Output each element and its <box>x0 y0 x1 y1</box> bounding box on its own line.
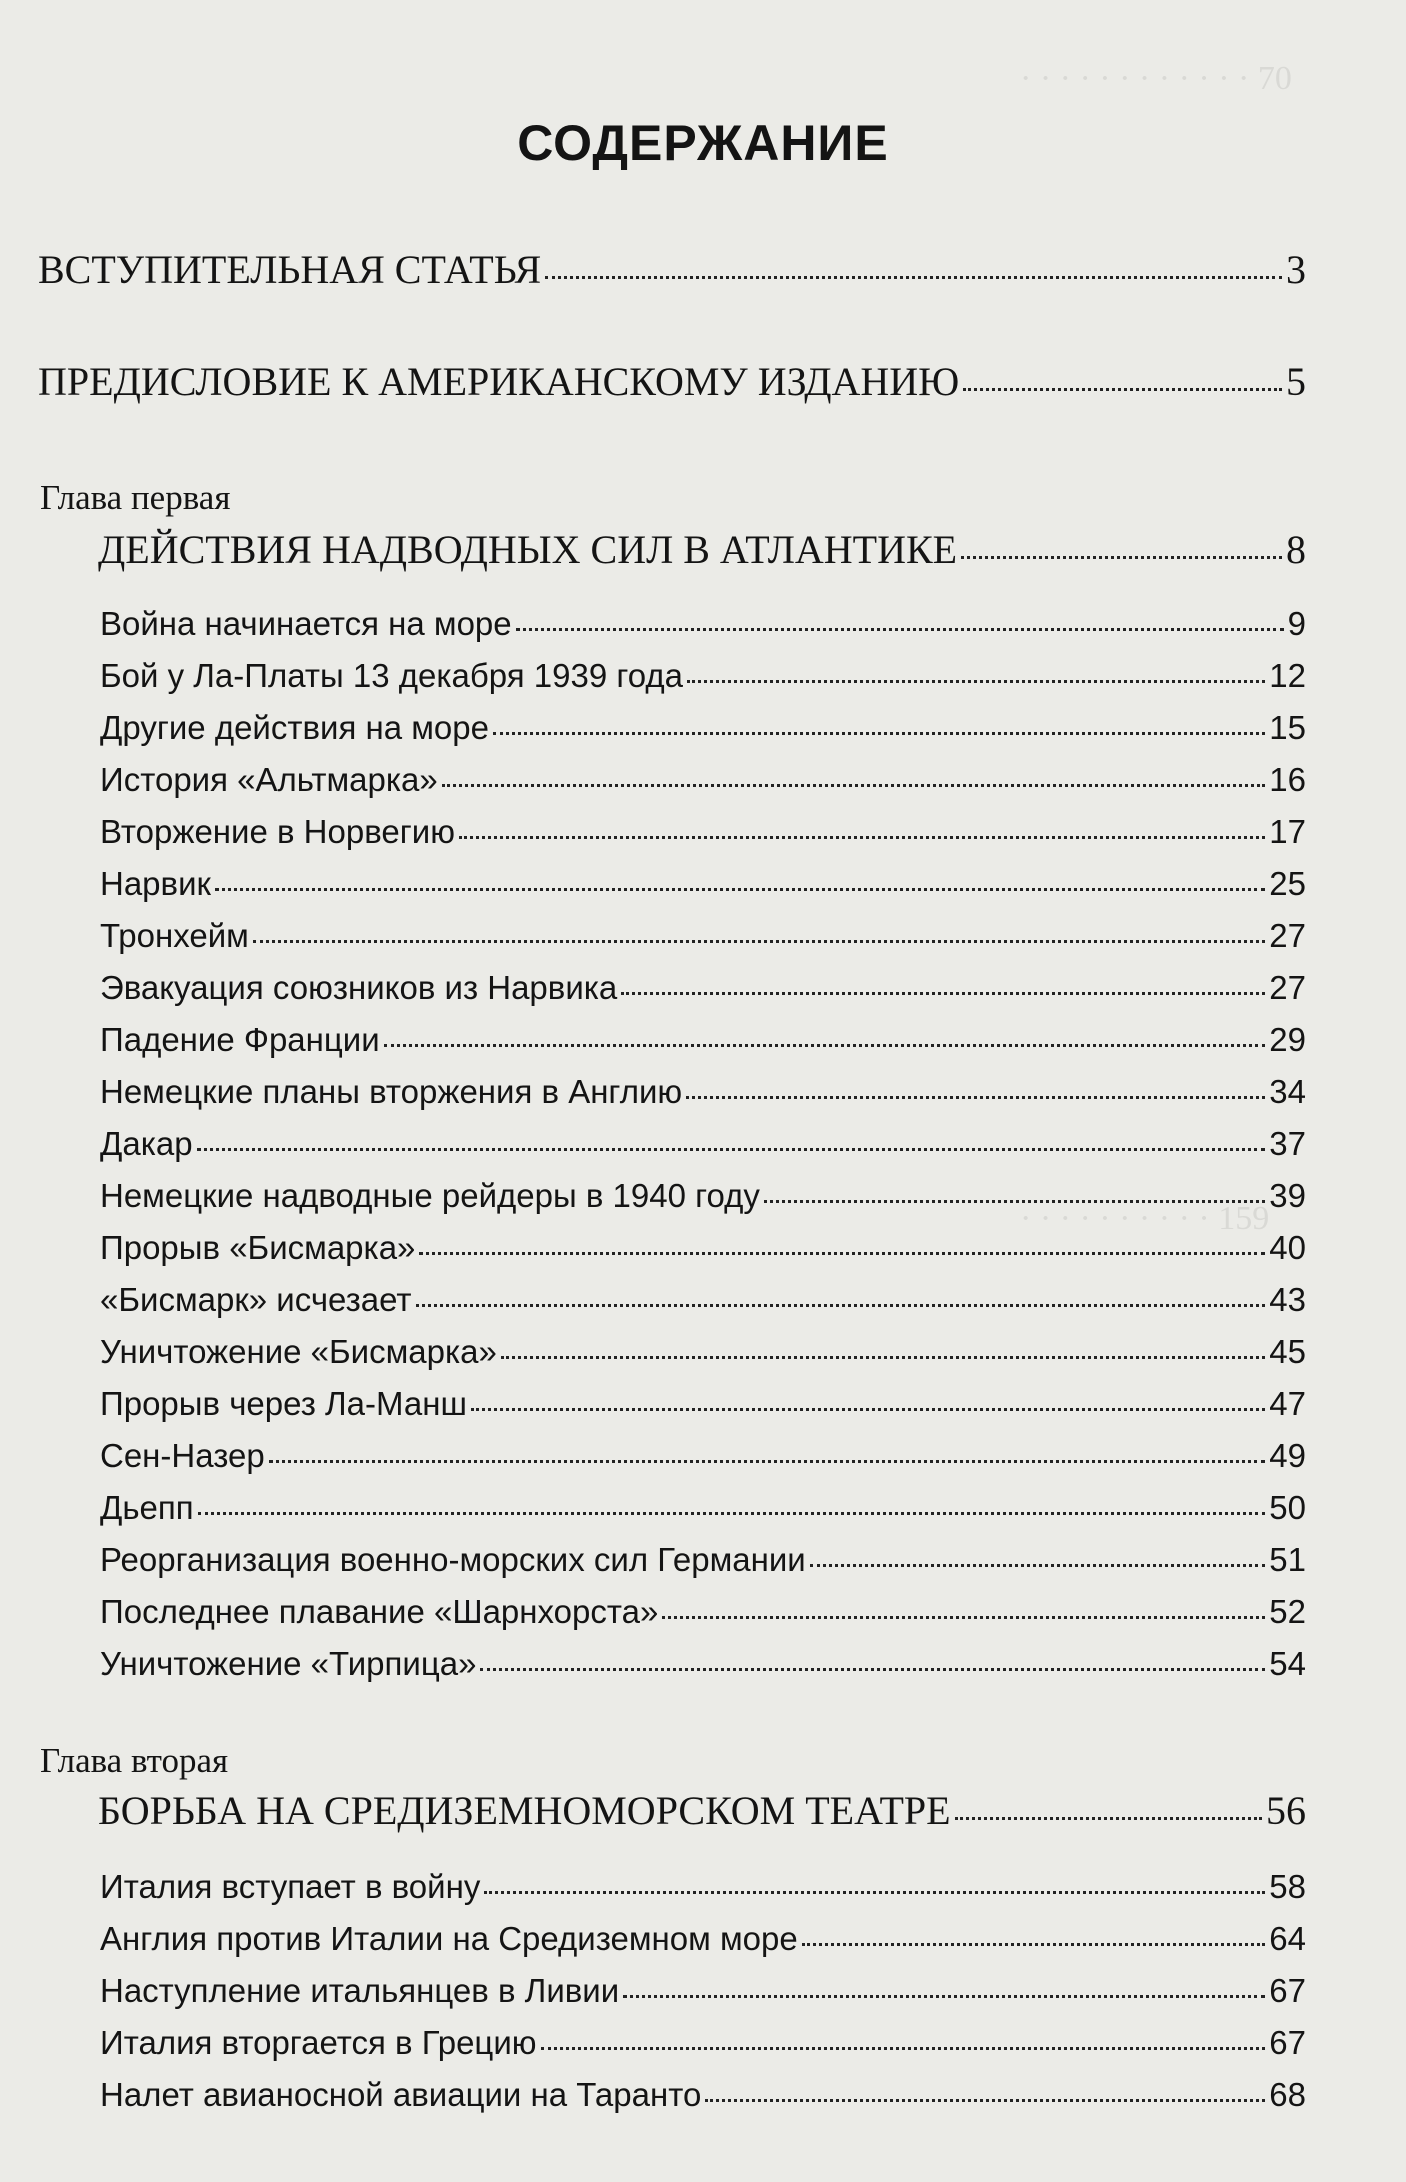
toc-section <box>100 2076 1306 2114</box>
dot-leader <box>764 1200 1265 1203</box>
toc-section-page: 27 <box>1269 969 1306 1006</box>
toc-section-page: 50 <box>1269 1489 1306 1526</box>
toc-section-title: Реорганизация военно-морских сил Германии <box>100 1541 806 1578</box>
toc-section-title: Немецкие надводные рейдеры в 1940 году <box>100 1177 760 1214</box>
dot-leader <box>416 1304 1266 1307</box>
toc-section-title: Италия вторгается в Грецию <box>100 2024 537 2061</box>
toc-section-page: 16 <box>1269 761 1306 798</box>
toc-section-title: Англия против Италии на Средиземном море <box>100 1920 798 1957</box>
toc-section-page: 34 <box>1269 1073 1306 1110</box>
toc-section-page: 54 <box>1269 1645 1306 1682</box>
toc-section-page: 27 <box>1269 917 1306 954</box>
toc-section <box>100 1177 1306 1215</box>
toc-section <box>100 1385 1306 1423</box>
toc-section-page: 40 <box>1269 1229 1306 1266</box>
chapter-1-title-entry <box>98 526 1306 573</box>
toc-section-title: Эвакуация союзников из Нарвика <box>100 969 618 1006</box>
dot-leader <box>687 680 1265 683</box>
toc-section-title: Последнее плавание «Шарнхорста» <box>100 1593 659 1630</box>
toc-entry-front-1 <box>38 246 1306 293</box>
toc-section-page: 47 <box>1269 1385 1306 1422</box>
chapter-1-label: Глава первая <box>40 478 231 517</box>
toc-section <box>100 1021 1306 1059</box>
dot-leader <box>501 1356 1265 1359</box>
toc-section-page: 68 <box>1269 2076 1306 2113</box>
toc-section-title: Падение Франции <box>100 1021 380 1058</box>
bleed-through-decoration: · · · · · · · · · · · · 70 <box>1020 60 1292 97</box>
toc-section-page: 45 <box>1269 1333 1306 1370</box>
toc-section-page: 29 <box>1269 1021 1306 1058</box>
toc-section-page: 52 <box>1269 1593 1306 1630</box>
toc-entry-page: 8 <box>1286 527 1306 572</box>
toc-section-title: Уничтожение «Бисмарка» <box>100 1333 497 1370</box>
dot-leader <box>442 784 1266 787</box>
toc-entry-title: ПРЕДИСЛОВИЕ К АМЕРИКАНСКОМУ ИЗДАНИЮ <box>38 359 960 404</box>
dot-leader <box>516 628 1284 631</box>
dot-leader <box>955 1817 1262 1820</box>
dot-leader <box>623 1995 1265 1998</box>
dot-leader <box>215 888 1265 891</box>
toc-section <box>100 1489 1306 1527</box>
dot-leader <box>197 1148 1266 1151</box>
toc-section-title: Прорыв через Ла-Манш <box>100 1385 467 1422</box>
dot-leader <box>662 1616 1265 1619</box>
dot-leader <box>484 1891 1265 1894</box>
toc-entry-page: 3 <box>1286 247 1306 292</box>
toc-entry-page: 5 <box>1286 359 1306 404</box>
toc-section-title: Война начинается на море <box>100 605 512 642</box>
dot-leader <box>810 1564 1266 1567</box>
toc-section <box>100 1437 1306 1475</box>
toc-section <box>100 1593 1306 1631</box>
bleed-through-decoration: · · · · · · · · · · 159 <box>1020 1200 1270 1237</box>
toc-section-title: Нарвик <box>100 865 211 902</box>
toc-section <box>100 813 1306 851</box>
toc-section-page: 43 <box>1269 1281 1306 1318</box>
toc-section-page: 49 <box>1269 1437 1306 1474</box>
dot-leader <box>802 1943 1266 1946</box>
toc-entry-title: БОРЬБА НА СРЕДИЗЕМНОМОРСКОМ ТЕАТРЕ <box>98 1788 951 1833</box>
toc-section <box>100 1229 1306 1267</box>
toc-section <box>100 1125 1306 1163</box>
toc-section-page: 58 <box>1269 1868 1306 1905</box>
toc-section-page: 9 <box>1287 605 1306 642</box>
dot-leader <box>493 732 1265 735</box>
chapter-2-label: Глава вторая <box>40 1741 229 1780</box>
dot-leader <box>621 992 1265 995</box>
toc-section <box>100 969 1306 1007</box>
toc-section <box>100 2024 1306 2062</box>
dot-leader <box>480 1668 1265 1671</box>
dot-leader <box>198 1512 1266 1515</box>
toc-section-page: 37 <box>1269 1125 1306 1162</box>
toc-section-title: Другие действия на море <box>100 709 489 746</box>
dot-leader <box>686 1096 1265 1099</box>
toc-section-title: Тронхейм <box>100 917 249 954</box>
toc-section <box>100 657 1306 695</box>
dot-leader <box>705 2099 1265 2102</box>
toc-section-page: 67 <box>1269 2024 1306 2061</box>
toc-section-title: Налет авианосной авиации на Таранто <box>100 2076 702 2113</box>
toc-section-page: 15 <box>1269 709 1306 746</box>
toc-section <box>100 1645 1306 1683</box>
toc-section <box>100 709 1306 747</box>
toc-section <box>100 761 1306 799</box>
toc-section-page: 51 <box>1269 1541 1306 1578</box>
toc-section <box>100 1281 1306 1319</box>
toc-section-title: Уничтожение «Тирпица» <box>100 1645 477 1682</box>
toc-section <box>100 1073 1306 1111</box>
toc-section-page: 25 <box>1269 865 1306 902</box>
toc-section-page: 64 <box>1269 1920 1306 1957</box>
toc-section <box>100 1333 1306 1371</box>
toc-section-title: «Бисмарк» исчезает <box>100 1281 412 1318</box>
toc-entry-title: ВСТУПИТЕЛЬНАЯ СТАТЬЯ <box>38 247 542 292</box>
toc-section-title: Сен-Назер <box>100 1437 265 1474</box>
toc-section-title: Вторжение в Норвегию <box>100 813 455 850</box>
toc-section-page: 17 <box>1269 813 1306 850</box>
toc-entry-front-2 <box>38 358 1306 405</box>
toc-section-title: Прорыв «Бисмарка» <box>100 1229 416 1266</box>
toc-section-title: История «Альтмарка» <box>100 761 438 798</box>
toc-section <box>100 605 1306 643</box>
toc-section-title: Немецкие планы вторжения в Англию <box>100 1073 683 1110</box>
toc-entry-page: 56 <box>1266 1788 1306 1833</box>
toc-section <box>100 865 1306 903</box>
dot-leader <box>541 2047 1266 2050</box>
dot-leader <box>471 1408 1265 1411</box>
toc-section-title: Италия вступает в войну <box>100 1868 481 1905</box>
dot-leader <box>961 556 1282 559</box>
dot-leader <box>384 1044 1266 1047</box>
page-title: СОДЕРЖАНИЕ <box>517 115 889 171</box>
toc-section-title: Бой у Ла-Платы 13 декабря 1939 года <box>100 657 683 694</box>
dot-leader <box>419 1252 1265 1255</box>
toc-section <box>100 917 1306 955</box>
chapter-2-title-entry <box>98 1787 1306 1834</box>
dot-leader <box>269 1460 1266 1463</box>
dot-leader <box>459 836 1265 839</box>
toc-section-title: Дакар <box>100 1125 193 1162</box>
dot-leader <box>963 388 1282 391</box>
toc-section-title: Наступление итальянцев в Ливии <box>100 1972 620 2009</box>
toc-section-page: 67 <box>1269 1972 1306 2009</box>
dot-leader <box>253 940 1265 943</box>
toc-section <box>100 1541 1306 1579</box>
toc-section-page: 12 <box>1269 657 1306 694</box>
toc-section-title: Дьепп <box>100 1489 194 1526</box>
toc-section <box>100 1972 1306 2010</box>
toc-section-page: 39 <box>1269 1177 1306 1214</box>
toc-section <box>100 1868 1306 1906</box>
dot-leader <box>545 276 1282 279</box>
toc-section <box>100 1920 1306 1958</box>
toc-entry-title: ДЕЙСТВИЯ НАДВОДНЫХ СИЛ В АТЛАНТИКЕ <box>98 527 958 572</box>
